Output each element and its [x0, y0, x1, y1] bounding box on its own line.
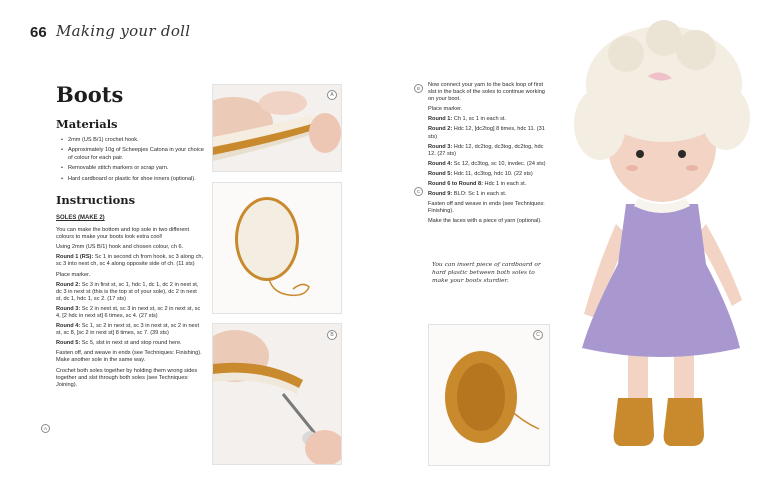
boot-round-1	[428, 116, 548, 123]
instructions-heading: Instructions	[56, 193, 136, 208]
boot-round-5	[428, 171, 548, 178]
round-text: Sc 1, sc 2 in next st, sc 3 in next st, sc 2 in next st, sc 8, [sc 2 in next st] 8 times, sc 7. (39 sts)	[56, 323, 200, 337]
material-item: • Removable stitch markers or scrap yarn.	[64, 165, 204, 172]
boot-round-3	[428, 144, 548, 158]
step-marker-a: A	[41, 424, 50, 433]
photo-a	[212, 84, 342, 172]
round-5	[56, 340, 204, 347]
round-label: Round 3:	[428, 143, 453, 150]
laces-paragraph: Make the laces with a piece of yarn (optional).	[428, 218, 542, 225]
place-marker: Place marker.	[56, 271, 91, 278]
round-label: Round 2:	[56, 281, 81, 288]
fasten-paragraph: Fasten off and weave in ends (see Techniques: Finishing).	[428, 201, 545, 215]
boot-round-4	[428, 161, 548, 168]
photo-c	[428, 324, 550, 466]
round-text: Sc 5, slst in next st and stop round here.	[80, 340, 182, 347]
round-label: Round 4:	[428, 160, 453, 167]
photo-label-c: C	[533, 330, 543, 340]
round-text: Sc 12, dc3tog, sc 10, invdec. (24 sts)	[452, 160, 546, 167]
photo-c-illustration	[429, 325, 549, 465]
round-text: BLO: Sc 1 in each st.	[452, 191, 507, 198]
round-label: Round 2:	[428, 126, 453, 133]
round-text: Ch 1, sc 1 in each st.	[452, 116, 507, 123]
doll-photo	[556, 14, 768, 484]
round-1	[56, 254, 204, 268]
doll-illustration	[574, 20, 750, 446]
intro-paragraph: You can make the bottom and top sole in two different colours to make your boots look extra cool!	[56, 227, 190, 241]
chapter-title: Making your doll	[56, 22, 191, 40]
boot-instructions-column	[428, 82, 548, 229]
boot-round-2	[428, 126, 548, 140]
round-label: Round 1 (RS):	[56, 254, 94, 261]
instructions-column	[56, 82, 204, 392]
tip-note: You can insert piece of cardboard or hard plastic between both soles to make your boots sturdier.	[432, 262, 541, 284]
connect-paragraph: Now connect your yarn to the back loop of first slst in the back of the soles to continue working on your boot.	[428, 82, 545, 103]
round-label: Round 3:	[56, 305, 81, 312]
round-text: Sc 3 in first st, sc 1, hdc 1, dc 1, dc 2 in next st, dc 3 in next st (this is the top st of your sole), dc 2 in next st, dc 1, hdc 1, sc 2. (17 sts)	[56, 281, 199, 302]
round-text: Sc 2 in next st, sc 3 in next st, sc 2 in next st, sc 4, [2 hdc in next st] 6 times, sc 4. (27 sts)	[56, 305, 201, 319]
material-item: • Approximately 10g of Scheepjes Catona in your choice of colour for each pair.	[64, 147, 204, 162]
sole-illustration	[213, 183, 341, 313]
round-label: Round 6 to Round 8:	[428, 181, 483, 188]
round-2	[56, 282, 204, 303]
photo-label-b: B	[327, 330, 337, 340]
photo-sole	[212, 182, 342, 314]
page-title: Boots	[56, 82, 124, 107]
fasten-paragraph: Fasten off, and weave in ends (see Techniques: Finishing). Make another sole in the same way.	[56, 350, 202, 364]
step-marker-b: B	[414, 84, 423, 93]
round-4	[56, 323, 204, 337]
round-3	[56, 306, 204, 320]
round-label: Round 9:	[428, 191, 453, 198]
round-text: Hdc 11, dc3tog, hdc 10. (22 sts)	[452, 170, 533, 177]
round-text: Hdc 12, dc2tog, dc3tog, dc2tog, hdc 12. (27 sts)	[428, 143, 544, 157]
round-text: Hdc 1 in each st.	[483, 181, 527, 188]
photo-b-illustration	[213, 324, 341, 464]
step-marker-c: C	[414, 187, 423, 196]
boot-round-9	[428, 191, 548, 198]
crochet-both-paragraph: Crochet both soles together by holding them wrong sides together and slst through both soles (see Techniques: Joining).	[56, 367, 198, 388]
materials-list	[56, 137, 204, 183]
material-item: • 2mm (US B/1) crochet hook.	[64, 137, 204, 144]
materials-heading: Materials	[56, 117, 118, 131]
round-text: Hdc 12, [dc2tog] 8 times, hdc 11. (31 sts)	[428, 126, 545, 140]
photo-b	[212, 323, 342, 465]
page-number: 66	[30, 24, 47, 41]
round-label: Round 4:	[56, 323, 81, 330]
using-paragraph: Using 2mm (US B/1) hook and chosen colour, ch 6.	[56, 244, 184, 251]
round-label: Round 5:	[56, 340, 81, 347]
round-label: Round 1:	[428, 116, 453, 123]
material-item: • Hard cardboard or plastic for shoe inners (optional).	[64, 176, 204, 183]
photo-label-a: A	[327, 90, 337, 100]
round-label: Round 5:	[428, 170, 453, 177]
round-text: Sc 1 in second ch from hook, sc 3 along ch, sc 3 into next ch, sc 4 along opposite side of ch. (11 sts)	[56, 254, 204, 268]
place-marker: Place marker.	[428, 106, 463, 113]
soles-subheading: SOLES (MAKE 2)	[56, 215, 105, 222]
photo-a-illustration	[213, 85, 341, 171]
boot-round-6-8	[428, 181, 548, 188]
